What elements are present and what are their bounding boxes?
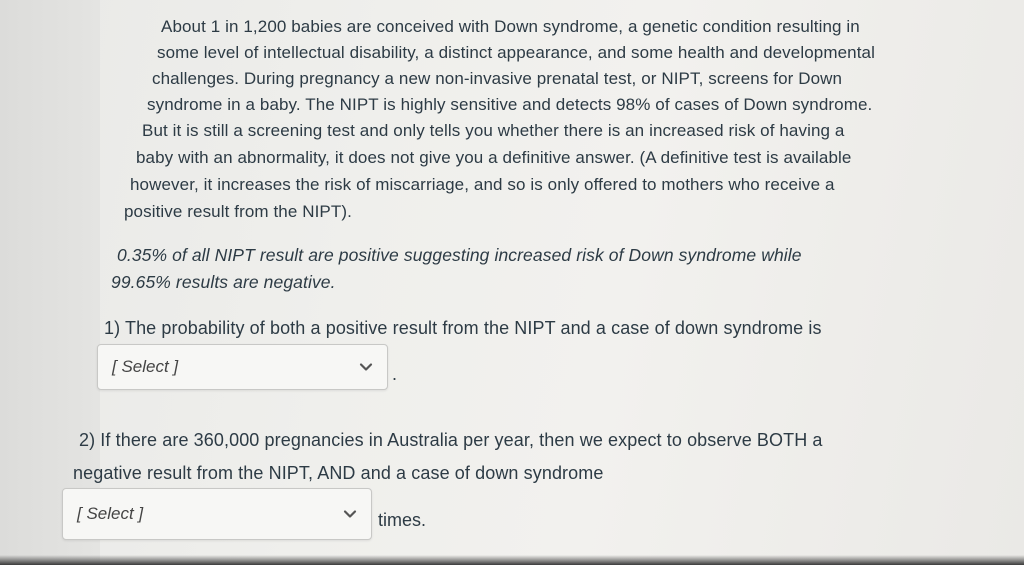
page-bottom-edge — [0, 555, 1024, 565]
question-2-select[interactable] — [62, 488, 372, 540]
passage-line: But it is still a screening test and only tells you whether there is an increased risk of having a — [142, 121, 845, 140]
passage-line: some level of intellectual disability, a distinct appearance, and some health and developmental — [157, 43, 875, 62]
question-2-suffix: times. — [378, 510, 427, 530]
passage-line: syndrome in a baby. The NIPT is highly sensitive and detects 98% of cases of Down syndrome. — [147, 95, 873, 114]
question-1-select-value: [ Select ] — [112, 357, 179, 376]
question-2-line: negative result from the NIPT, AND and a case of down syndrome — [73, 463, 604, 483]
question-1-select[interactable] — [97, 344, 388, 390]
passage-line: About 1 in 1,200 babies are conceived with Down syndrome, a genetic condition resulting in — [161, 17, 860, 36]
question-1-suffix: . — [392, 364, 398, 384]
question-2-select-value: [ Select ] — [77, 504, 144, 523]
chevron-down-icon — [343, 507, 357, 521]
passage-line: however, it increases the risk of miscarriage, and so is only offered to mothers who receive a — [130, 175, 835, 194]
chevron-down-icon — [359, 360, 373, 374]
passage-line: baby with an abnormality, it does not give you a definitive answer. (A definitive test is available — [136, 148, 852, 167]
stats-line: 0.35% of all NIPT result are positive suggesting increased risk of Down syndrome while — [117, 245, 802, 265]
question-1-text: 1) The probability of both a positive result from the NIPT and a case of down syndrome is — [104, 318, 822, 338]
question-2-line: 2) If there are 360,000 pregnancies in Australia per year, then we expect to observe BOTH a — [79, 430, 823, 450]
passage-line: positive result from the NIPT). — [124, 202, 352, 221]
passage-line: challenges. During pregnancy a new non-invasive prenatal test, or NIPT, screens for Down — [152, 69, 843, 88]
stats-line: 99.65% results are negative. — [111, 272, 336, 292]
